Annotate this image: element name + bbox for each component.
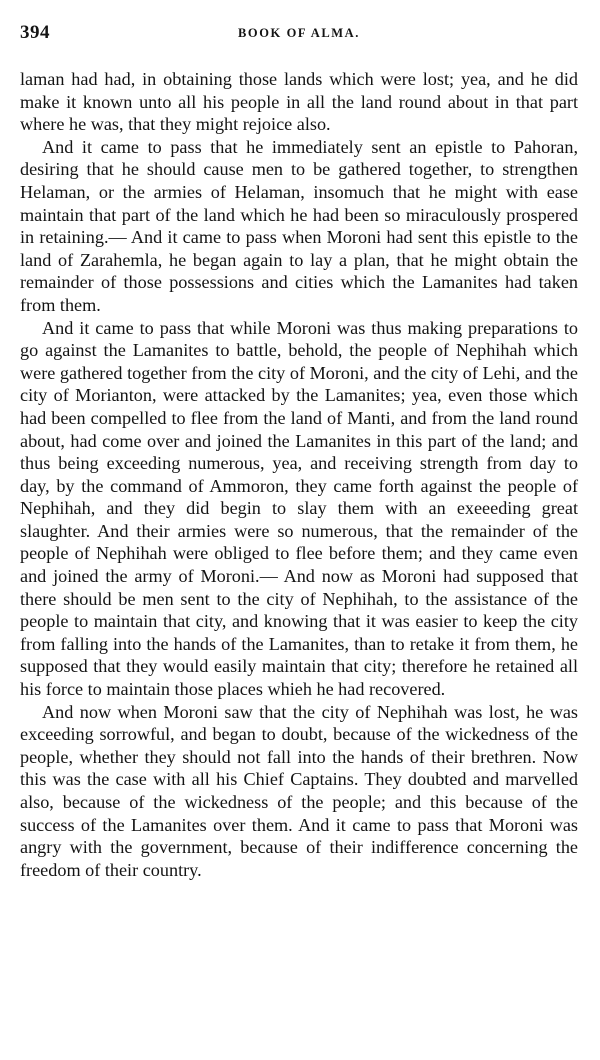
paragraph-moroni-sorrowful: And now when Moroni saw that the city of Nephihah was lost, he was exceeding sorrowful, and began to doubt, because of the wickedness of the people, whether they should not fall into the hands of their brethren. Now this was the case with all his Chief Captains. They doubted and marvelled also, because of the wickedness of the people; and this because of the success of the Lamanites over them. And it came to pass that Moroni was angry with the government, because of their indifference concerning the freedom of their country. — [20, 701, 578, 880]
book-page — [20, 22, 578, 881]
paragraph-epistle-to-pahoran: And it came to pass that he immediately sent an epistle to Pahoran, desiring that he should cause men to be gathered together, to strengthen Helaman, or the armies of Helaman, insomuch that he might with ease maintain that part of the land which he had been so miraculously prospered in retaining.— And it came to pass when Moroni had sent this epistle to the land of Zarahemla, he began again to lay a plan, that he might obtain the remainder of those possessions and cities which the Lamanites had taken from them. — [20, 136, 578, 315]
page-number: 394 — [20, 22, 50, 43]
paragraph-attack-on-nephihah: And it came to pass that while Moroni was thus making preparations to go against the Lamanites to battle, behold, the people of Nephihah which were gathered together from the city of Moroni, and the city of Lehi, and the city of Morianton, were attacked by the Lamanites; yea, even those which had been compelled to flee from the land of Manti, and from the land round about, had come over and joined the Lamanites in this part of the land; and thus being exceeding numerous, yea, and receiving strength from day to day, by the command of Ammoron, they came forth against the people of Nephihah, and they did begin to slay them with an exeeeding great slaughter. And their armies were so numerous, that the remainder of the people of Nephihah were obliged to flee before them; and they came even and joined the army of Moroni.— And now as Moroni had supposed that there should be men sent to the city of Nephihah, to the assistance of the people to maintain that city, and knowing that it was easier to keep the city from falling into the hands of the Lamanites, than to retake it from them, he supposed that they would easily maintain that city; therefore he retained all his force to maintain those places whieh he had recovered. — [20, 317, 578, 700]
body-text — [20, 68, 578, 881]
paragraph-continuation: laman had had, in obtaining those lands which were lost; yea, and he did make it known unto all his people in all the land round about in that part where he was, that they might rejoice also. — [20, 69, 578, 135]
running-head — [20, 22, 578, 52]
book-title: BOOK OF ALMA. — [237, 26, 361, 40]
